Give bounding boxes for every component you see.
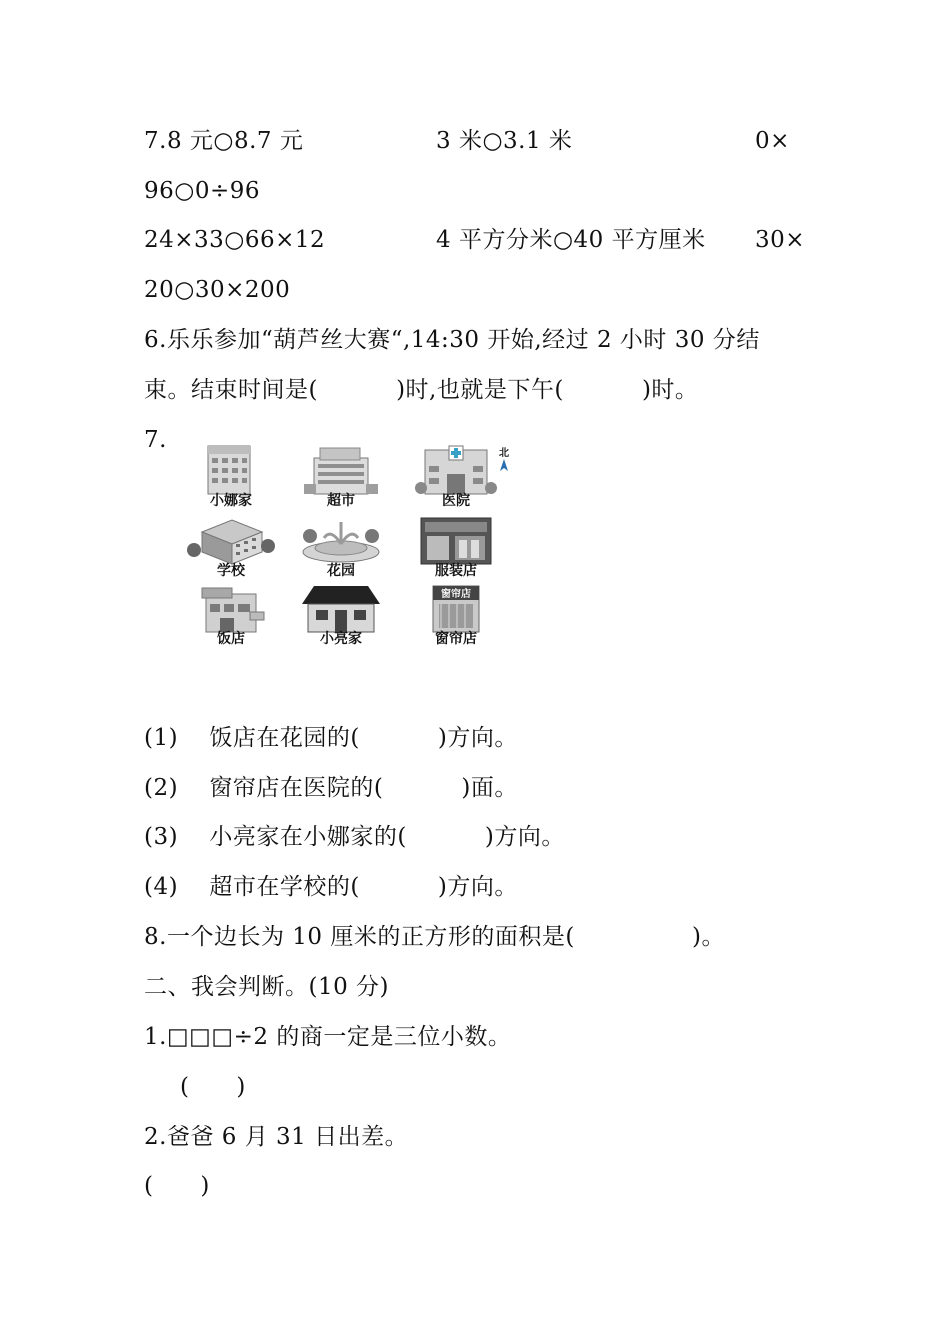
north-label: 北 [499, 448, 509, 459]
compare-item-3-start: 0× [755, 128, 790, 154]
compare-item-6-end: 20○30×200 [144, 277, 291, 303]
restaurant-building-icon [186, 582, 276, 634]
compare-item-1: 7.8 元○8.7 元 [144, 128, 304, 154]
question-7-number: 7. [144, 427, 167, 453]
label-clothing-store: 服装店 [435, 563, 477, 579]
label-xiaoliang-home: 小亮家 [320, 631, 362, 647]
question-6-line-2: 束。结束时间是( )时,也就是下午( )时。 [144, 377, 699, 403]
curtain-store-sign: 窗帘店 [441, 589, 471, 600]
compare-item-6-start: 30× [755, 227, 806, 253]
judge-item-1: 1.□□□÷2 的商一定是三位小数。 [144, 1024, 512, 1050]
label-restaurant: 饭店 [217, 631, 245, 647]
question-7-sub-1: (1) 饭店在花园的( )方向。 [144, 725, 518, 751]
label-curtain-store: 窗帘店 [435, 631, 477, 647]
school-building-icon [186, 514, 276, 566]
supermarket-building-icon [296, 444, 386, 496]
place-xiaona-home [186, 444, 276, 510]
label-xiaona-home: 小娜家 [210, 493, 252, 509]
judge-item-2-answer[interactable]: ( ) [144, 1173, 210, 1199]
question-7-sub-4: (4) 超市在学校的( )方向。 [144, 874, 518, 900]
place-clothing-store [411, 514, 501, 580]
compare-item-4: 24×33○66×12 [144, 227, 326, 253]
place-curtain-store [411, 582, 501, 648]
compare-item-5: 4 平方分米○40 平方厘米 [436, 227, 706, 253]
place-xiaoliang-home [296, 582, 386, 648]
place-school [186, 514, 276, 580]
label-garden: 花园 [327, 563, 355, 579]
clothing-store-icon [411, 514, 501, 566]
label-school: 学校 [217, 563, 245, 579]
compare-item-2: 3 米○3.1 米 [436, 128, 573, 154]
place-supermarket [296, 444, 386, 510]
hospital-building-icon [411, 444, 501, 496]
house-icon [296, 582, 386, 634]
question-6-line-1: 6.乐乐参加“葫芦丝大赛“,14:30 开始,经过 2 小时 30 分结 [144, 327, 760, 353]
curtain-store-icon [411, 582, 501, 634]
place-restaurant [186, 582, 276, 648]
label-hospital: 医院 [442, 493, 470, 509]
judge-item-1-answer[interactable]: ( ) [180, 1074, 246, 1100]
compare-item-3-end: 96○0÷96 [144, 178, 261, 204]
fountain-garden-icon [296, 514, 386, 566]
question-8: 8.一个边长为 10 厘米的正方形的面积是( )。 [144, 924, 725, 950]
section-2-title: 二、我会判断。(10 分) [144, 974, 390, 1000]
place-hospital [411, 444, 501, 510]
label-supermarket: 超市 [327, 493, 355, 509]
judge-item-2: 2.爸爸 6 月 31 日出差。 [144, 1124, 409, 1150]
question-7-sub-3: (3) 小亮家在小娜家的( )方向。 [144, 824, 565, 850]
direction-map [186, 440, 516, 650]
question-7-sub-2: (2) 窗帘店在医院的( )面。 [144, 775, 518, 801]
apartment-building-icon [186, 444, 276, 496]
place-garden [296, 514, 386, 580]
